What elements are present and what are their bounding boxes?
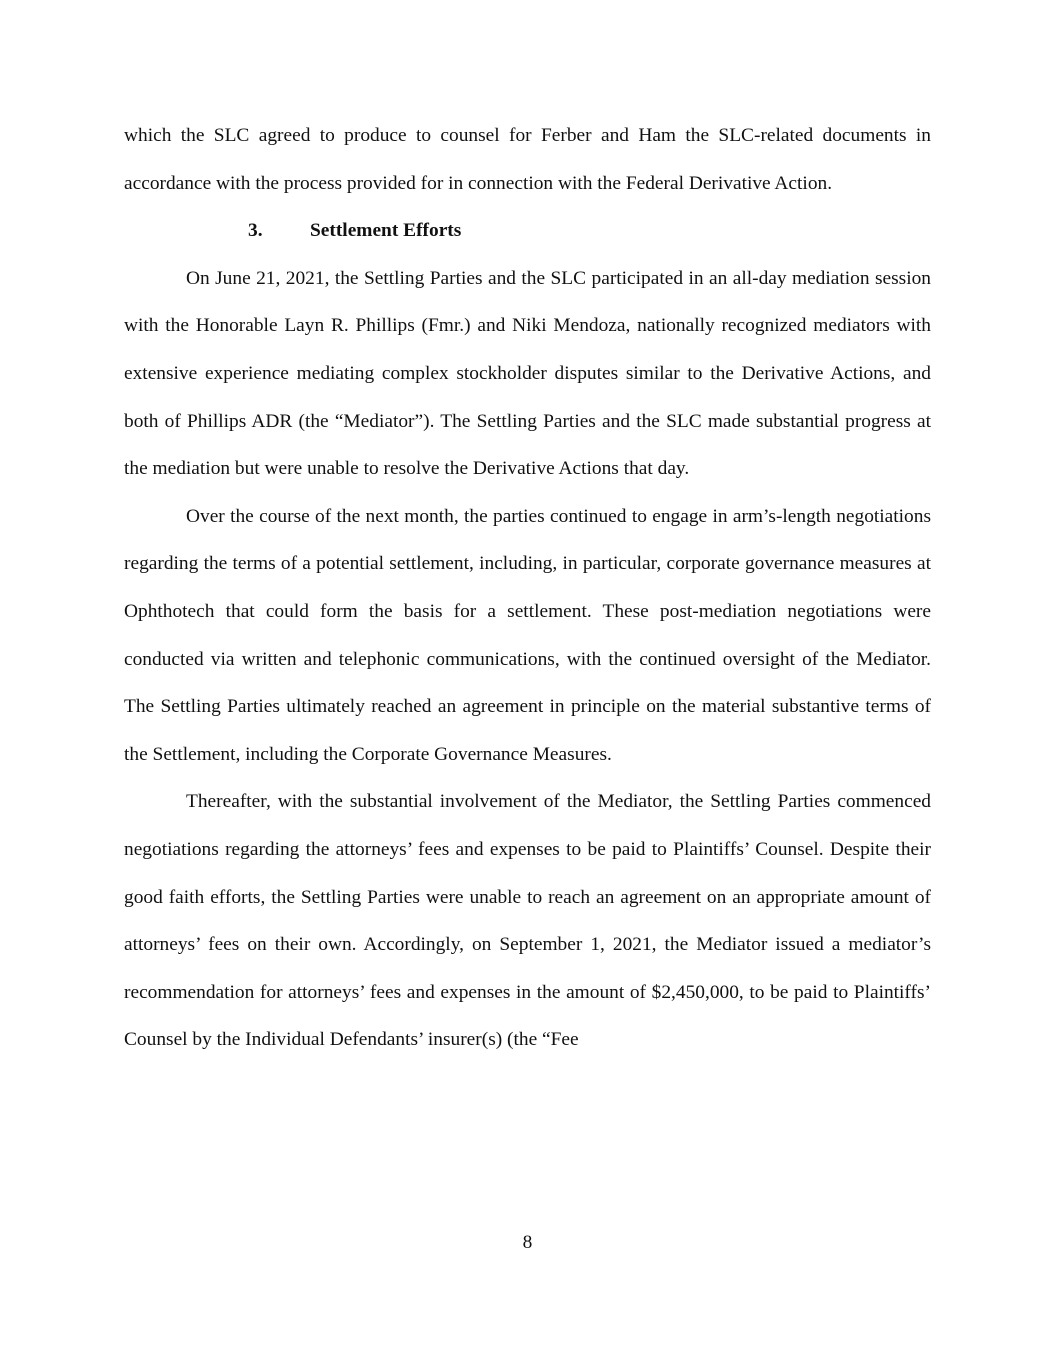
paragraph-mediation-session: On June 21, 2021, the Settling Parties and the SLC participated in an all-day mediation session with the Honorable Layn R. Phillips (Fmr.) and Niki Mendoza, nationally recognized mediators with extensive experience mediating complex stockholder disputes similar to the Derivative Actions, and both of Phillips ADR (the “Mediator”). The Settling Parties and the SLC made substantial progress at the mediation but were unable to resolve the Derivative Actions that day.	[124, 267, 931, 480]
document-body	[124, 112, 931, 1064]
section-heading	[124, 207, 931, 255]
section-title: Settlement Efforts	[310, 220, 462, 242]
page-number: 8	[522, 1232, 533, 1253]
section-number: 3.	[248, 220, 263, 242]
continuation-paragraph: which the SLC agreed to produce to counsel for Ferber and Ham the SLC-related documents in accordance with the process provided for in connection with the Federal Derivative Action.	[124, 125, 931, 194]
paragraph-negotiations: Over the course of the next month, the parties continued to engage in arm’s-length negotiations regarding the terms of a potential settlement, including, in particular, corporate governance measures at Ophthotech that could form the basis for a settlement. These post-mediation negotiations were conducted via written and telephonic communications, with the continued oversight of the Mediator. The Settling Parties ultimately reached an agreement in principle on the material substantive terms of the Settlement, including the Corporate Governance Measures.	[124, 505, 931, 765]
paragraph-attorneys-fees: Thereafter, with the substantial involvement of the Mediator, the Settling Parties commenced negotiations regarding the attorneys’ fees and expenses to be paid to Plaintiffs’ Counsel. Despite their good faith efforts, the Settling Parties were unable to reach an agreement on an appropriate amount of attorneys’ fees on their own. Accordingly, on September 1, 2021, the Mediator issued a mediator’s recommendation for attorneys’ fees and expenses in the amount of $2,450,000, to be paid to Plaintiffs’ Counsel by the Individual Defendants’ insurer(s) (the “Fee	[124, 791, 931, 1051]
